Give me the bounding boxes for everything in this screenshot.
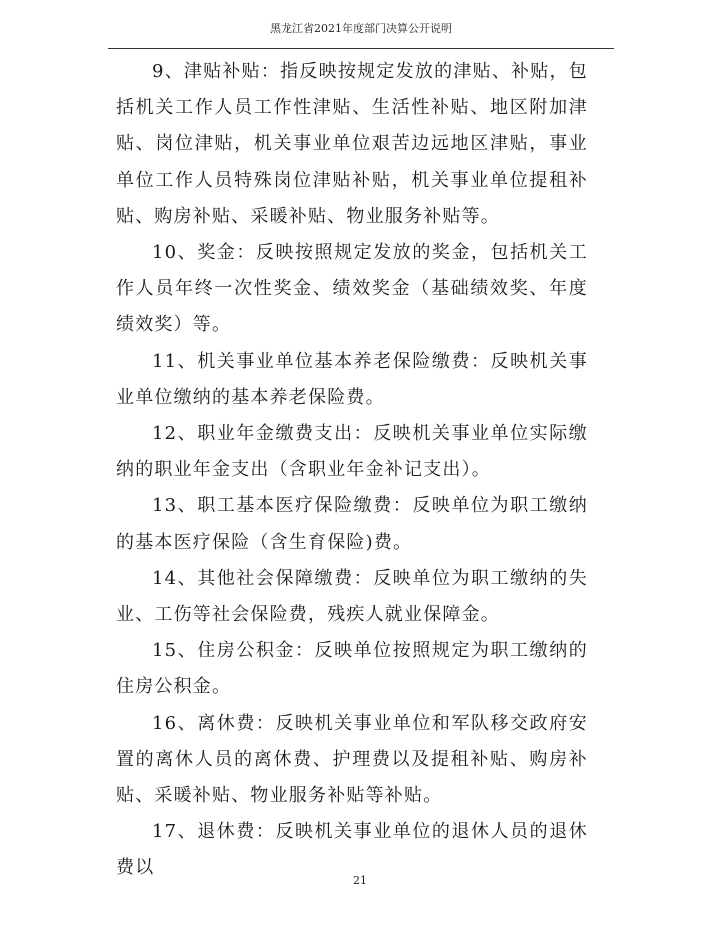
paragraph-11-pension-insurance: 11、机关事业单位基本养老保险缴费：反映机关事业单位缴纳的基本养老保险费。	[116, 350, 588, 408]
paragraph-16-retirement-cadre-fee: 16、离休费：反映机关事业单位和军队移交政府安置的离休人员的离休费、护理费以及提租补贴、购房补贴、采暖补贴、物业服务补贴等补贴。	[116, 712, 588, 807]
page-footer	[0, 874, 720, 887]
paragraph-14-other-social-security: 14、其他社会保障缴费：反映单位为职工缴纳的失业、工伤等社会保险费，残疾人就业保障金。	[116, 567, 588, 626]
paragraph-10-bonus: 10、奖金：反映按照规定发放的奖金，包括机关工作人员年终一次性奖金、绩效奖金（基础绩效奖、年度绩效奖）等。	[116, 242, 588, 336]
paragraph-15-housing-fund: 15、住房公积金：反映单位按照规定为职工缴纳的住房公积金。	[116, 640, 588, 698]
page-header	[108, 14, 614, 49]
paragraph-13-medical-insurance: 13、职工基本医疗保险缴费：反映单位为职工缴纳的基本医疗保险（含生育保险)费。	[116, 495, 588, 553]
paragraph-12-occupational-annuity: 12、职业年金缴费支出：反映机关事业单位实际缴纳的职业年金支出（含职业年金补记支出）。	[116, 423, 588, 481]
paragraph-9-allowances: 9、津贴补贴：指反映按规定发放的津贴、补贴，包括机关工作人员工作性津贴、生活性补贴、地区附加津贴、岗位津贴，机关事业单位艰苦边远地区津贴，事业单位工作人员特殊岗位津贴补贴，机关事业单位提租补贴、购房补贴、采暖补贴、物业服务补贴等。	[116, 61, 588, 227]
page-number: 21	[353, 874, 367, 887]
header-title: 黑龙江省2021年度部门决算公开说明	[270, 22, 452, 35]
document-body	[116, 54, 588, 887]
paragraph-17-retirement-fee: 17、退休费：反映机关事业单位的退休人员的退休费以	[116, 821, 588, 879]
